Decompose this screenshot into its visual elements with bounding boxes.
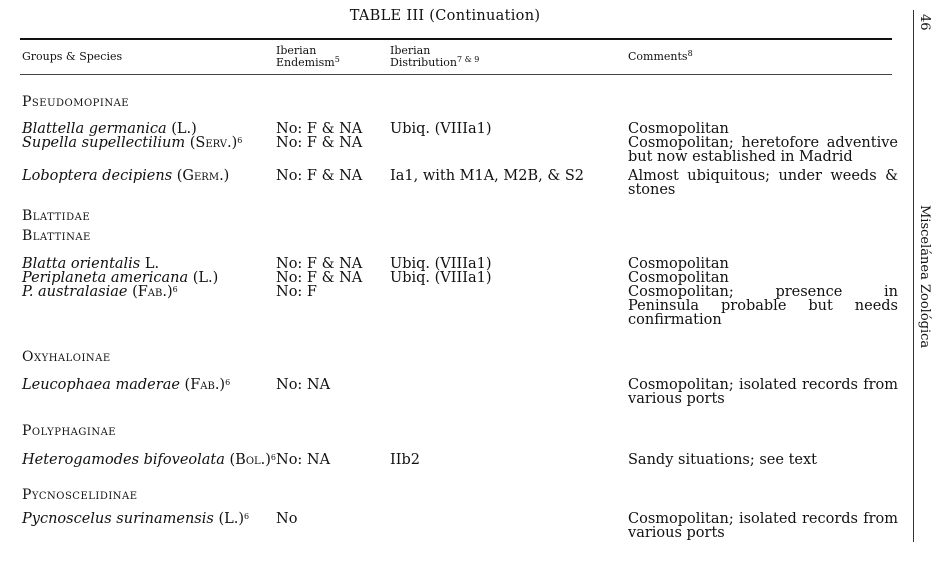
species-footnote: 6 bbox=[244, 512, 250, 521]
comment-value: Almost ubiquitous; under weeds & stones bbox=[628, 168, 898, 198]
endemism-value: No: NA bbox=[276, 452, 331, 468]
running-head-journal: Miscelánea Zoológica bbox=[917, 205, 932, 349]
species-footnote: 6 bbox=[225, 378, 231, 387]
species-binomial: Blatta orientalis bbox=[22, 256, 141, 272]
header-endemism-footnote: 5 bbox=[334, 55, 340, 64]
species-footnote: 6 bbox=[270, 453, 277, 462]
distribution-value: IIb2 bbox=[390, 452, 420, 468]
species-footnote: 6 bbox=[237, 136, 243, 145]
header-species bbox=[22, 51, 122, 63]
species-name bbox=[22, 257, 159, 271]
species-name bbox=[22, 271, 218, 285]
comment-value: Cosmopolitan bbox=[628, 256, 729, 272]
species-name bbox=[22, 512, 249, 526]
species-binomial: P. australasiae bbox=[22, 284, 128, 300]
species-author: (L.) bbox=[218, 511, 244, 527]
margin-rule bbox=[913, 10, 914, 542]
species-name bbox=[22, 378, 230, 392]
header-endemism bbox=[276, 45, 340, 69]
comment-value: Cosmopolitan bbox=[628, 121, 729, 137]
species-name bbox=[22, 136, 242, 150]
header-distribution bbox=[390, 45, 479, 69]
species-author: (Bol.) bbox=[229, 452, 271, 468]
comment-value: Cosmopolitan bbox=[628, 270, 729, 286]
group-heading: Pseudomopinae bbox=[22, 94, 130, 110]
species-binomial: Supella supellectilium bbox=[22, 135, 186, 151]
species-binomial: Pycnoscelus surinamensis bbox=[22, 511, 214, 527]
distribution-value: Ubiq. (VIIIa1) bbox=[390, 270, 492, 286]
group-heading: Oxyhaloinae bbox=[22, 349, 111, 365]
endemism-value: No: F & NA bbox=[276, 256, 363, 272]
header-comments-footnote: 8 bbox=[687, 49, 693, 58]
distribution-value: Ubiq. (VIIIa1) bbox=[390, 256, 492, 272]
comment-value: Cosmopolitan; isolated records from various ports bbox=[628, 377, 898, 407]
species-name bbox=[22, 122, 197, 136]
species-author: (Serv.) bbox=[189, 135, 238, 151]
species-binomial: Blattella germanica bbox=[22, 121, 167, 137]
endemism-value: No: F & NA bbox=[276, 135, 363, 151]
species-binomial: Periplaneta americana bbox=[22, 270, 189, 286]
comment-value: Sandy situations; see text bbox=[628, 452, 817, 468]
table-title: TABLE III (Continuation) bbox=[349, 8, 541, 24]
species-author: (L.) bbox=[171, 121, 197, 137]
species-name bbox=[22, 453, 276, 467]
endemism-value: No: F & NA bbox=[276, 121, 363, 137]
comment-value: Cosmopolitan; presence in Peninsula probable but needs confirmation bbox=[628, 284, 898, 328]
species-name bbox=[22, 169, 229, 183]
species-author: (L.) bbox=[192, 270, 219, 286]
endemism-value: No: F & NA bbox=[276, 168, 363, 184]
page-number: 46 bbox=[917, 14, 932, 31]
top-rule bbox=[20, 38, 892, 40]
header-distribution-line2: Distribution bbox=[390, 56, 457, 69]
endemism-value: No: NA bbox=[276, 377, 331, 393]
comment-value: Cosmopolitan; heretofore adventive but now established in Madrid bbox=[628, 135, 898, 165]
species-name bbox=[22, 285, 178, 299]
group-heading: Pycnoscelidinae bbox=[22, 487, 138, 503]
species-binomial: Loboptera decipiens bbox=[22, 168, 173, 184]
endemism-value: No: F & NA bbox=[276, 270, 363, 286]
species-author: (Fab.) bbox=[184, 377, 226, 393]
endemism-value: No bbox=[276, 511, 298, 527]
species-binomial: Leucophaea maderae bbox=[22, 377, 180, 393]
species-footnote: 6 bbox=[172, 285, 178, 294]
header-distribution-line1: Iberian bbox=[390, 44, 431, 57]
species-author: L. bbox=[144, 256, 160, 272]
group-heading: Blattinae bbox=[22, 228, 91, 244]
header-distribution-footnote: 7 & 9 bbox=[456, 55, 480, 64]
header-endemism-line1: Iberian bbox=[276, 44, 317, 57]
species-author: (Germ.) bbox=[176, 168, 230, 184]
distribution-value: Ubiq. (VIIIa1) bbox=[390, 121, 492, 137]
group-heading: Blattidae bbox=[22, 208, 91, 224]
species-binomial: Heterogamodes bifoveolata bbox=[22, 452, 225, 468]
header-species-label: Groups & Species bbox=[22, 50, 123, 63]
header-comments-label: Comments bbox=[628, 50, 688, 63]
comment-value: Cosmopolitan; isolated records from various ports bbox=[628, 511, 898, 541]
header-rule bbox=[20, 74, 892, 75]
endemism-value: No: F bbox=[276, 284, 317, 300]
header-comments bbox=[628, 51, 693, 63]
species-author: (Fab.) bbox=[132, 284, 173, 300]
distribution-value: Ia1, with M1A, M2B, & S2 bbox=[390, 168, 585, 184]
group-heading: Polyphaginae bbox=[22, 423, 117, 439]
header-endemism-line2: Endemism bbox=[276, 56, 335, 69]
